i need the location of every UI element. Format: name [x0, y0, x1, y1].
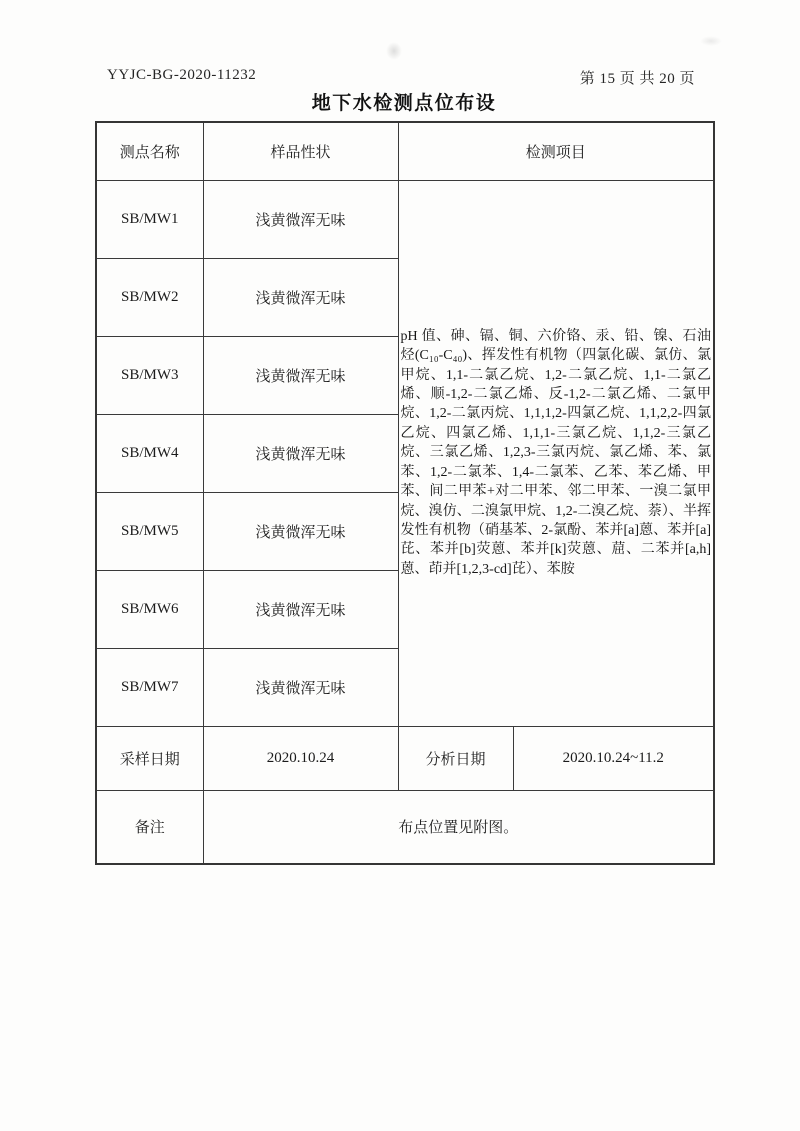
sample-character: 浅黄微浑无味 — [203, 336, 398, 414]
test-items-cell — [398, 180, 714, 726]
remark-label: 备注 — [96, 790, 203, 864]
sample-character: 浅黄微浑无味 — [203, 648, 398, 726]
point-name: SB/MW4 — [96, 414, 203, 492]
point-name: SB/MW1 — [96, 180, 203, 258]
page-header — [95, 67, 713, 88]
point-name: SB/MW2 — [96, 258, 203, 336]
analysis-date-value: 2020.10.24~11.2 — [513, 726, 714, 790]
table-header-row — [96, 122, 714, 180]
sample-character: 浅黄微浑无味 — [203, 258, 398, 336]
document-title: 地下水检测点位布设 — [311, 93, 497, 114]
remark-value: 布点位置见附图。 — [203, 790, 714, 864]
sampling-date-label: 采样日期 — [96, 726, 203, 790]
column-header-test-items: 检测项目 — [398, 122, 714, 180]
sample-character: 浅黄微浑无味 — [203, 492, 398, 570]
point-name: SB/MW5 — [96, 492, 203, 570]
scan-artifact — [386, 42, 402, 60]
remark-row — [96, 790, 714, 864]
monitoring-points-table — [95, 121, 715, 865]
point-name: SB/MW7 — [96, 648, 203, 726]
analysis-date-label: 分析日期 — [398, 726, 513, 790]
sample-character: 浅黄微浑无味 — [203, 414, 398, 492]
page-number-indicator: 第 15 页 共 20 页 — [579, 71, 695, 87]
column-header-sample-character: 样品性状 — [203, 122, 398, 180]
test-items-text: pH 值、砷、镉、铜、六价铬、汞、铅、镍、石油烃(C₁₀-C₄₀)、挥发性有机物（四氯化碳、氯仿、氯甲烷、1,1-二氯乙烷、1,2-二氯乙烷、1,1-二氯乙烯、顺-1,2-二氯乙烯、反-1,2-二氯乙烯、二氯甲烷、1,2-二氯丙烷、1,1,1,2-四氯乙烷、1,1,2,2-四氯乙烷、四氯乙烯、1,1,1-三氯乙烷、1,1,2-三氯乙烷、三氯乙烯、1,2,3-三氯丙烷、氯乙烯、苯、氯苯、1,2-二氯苯、1,4-二氯苯、乙苯、苯乙烯、甲苯、间二甲苯+对二甲苯、邻二甲苯、一溴二氯甲烷、溴仿、二溴氯甲烷、1,2-二溴乙烷、萘）、半挥发性有机物（硝基苯、2-氯酚、苯并[a]蒽、苯并[a]芘、苯并[b]荧蒽、苯并[k]荧蒽、䓛、二苯并[a,h]蒽、茚并[1,2,3-cd]芘）、苯胺 — [400, 328, 712, 577]
dates-row — [96, 726, 714, 790]
sample-character: 浅黄微浑无味 — [203, 570, 398, 648]
point-name: SB/MW3 — [96, 336, 203, 414]
point-name: SB/MW6 — [96, 570, 203, 648]
column-header-point-name: 测点名称 — [96, 122, 203, 180]
scan-artifact — [700, 36, 722, 46]
sampling-date-value: 2020.10.24 — [203, 726, 398, 790]
table-row — [96, 180, 714, 258]
document-number: YYJC-BG-2020-11232 — [107, 67, 257, 83]
sample-character: 浅黄微浑无味 — [203, 180, 398, 258]
